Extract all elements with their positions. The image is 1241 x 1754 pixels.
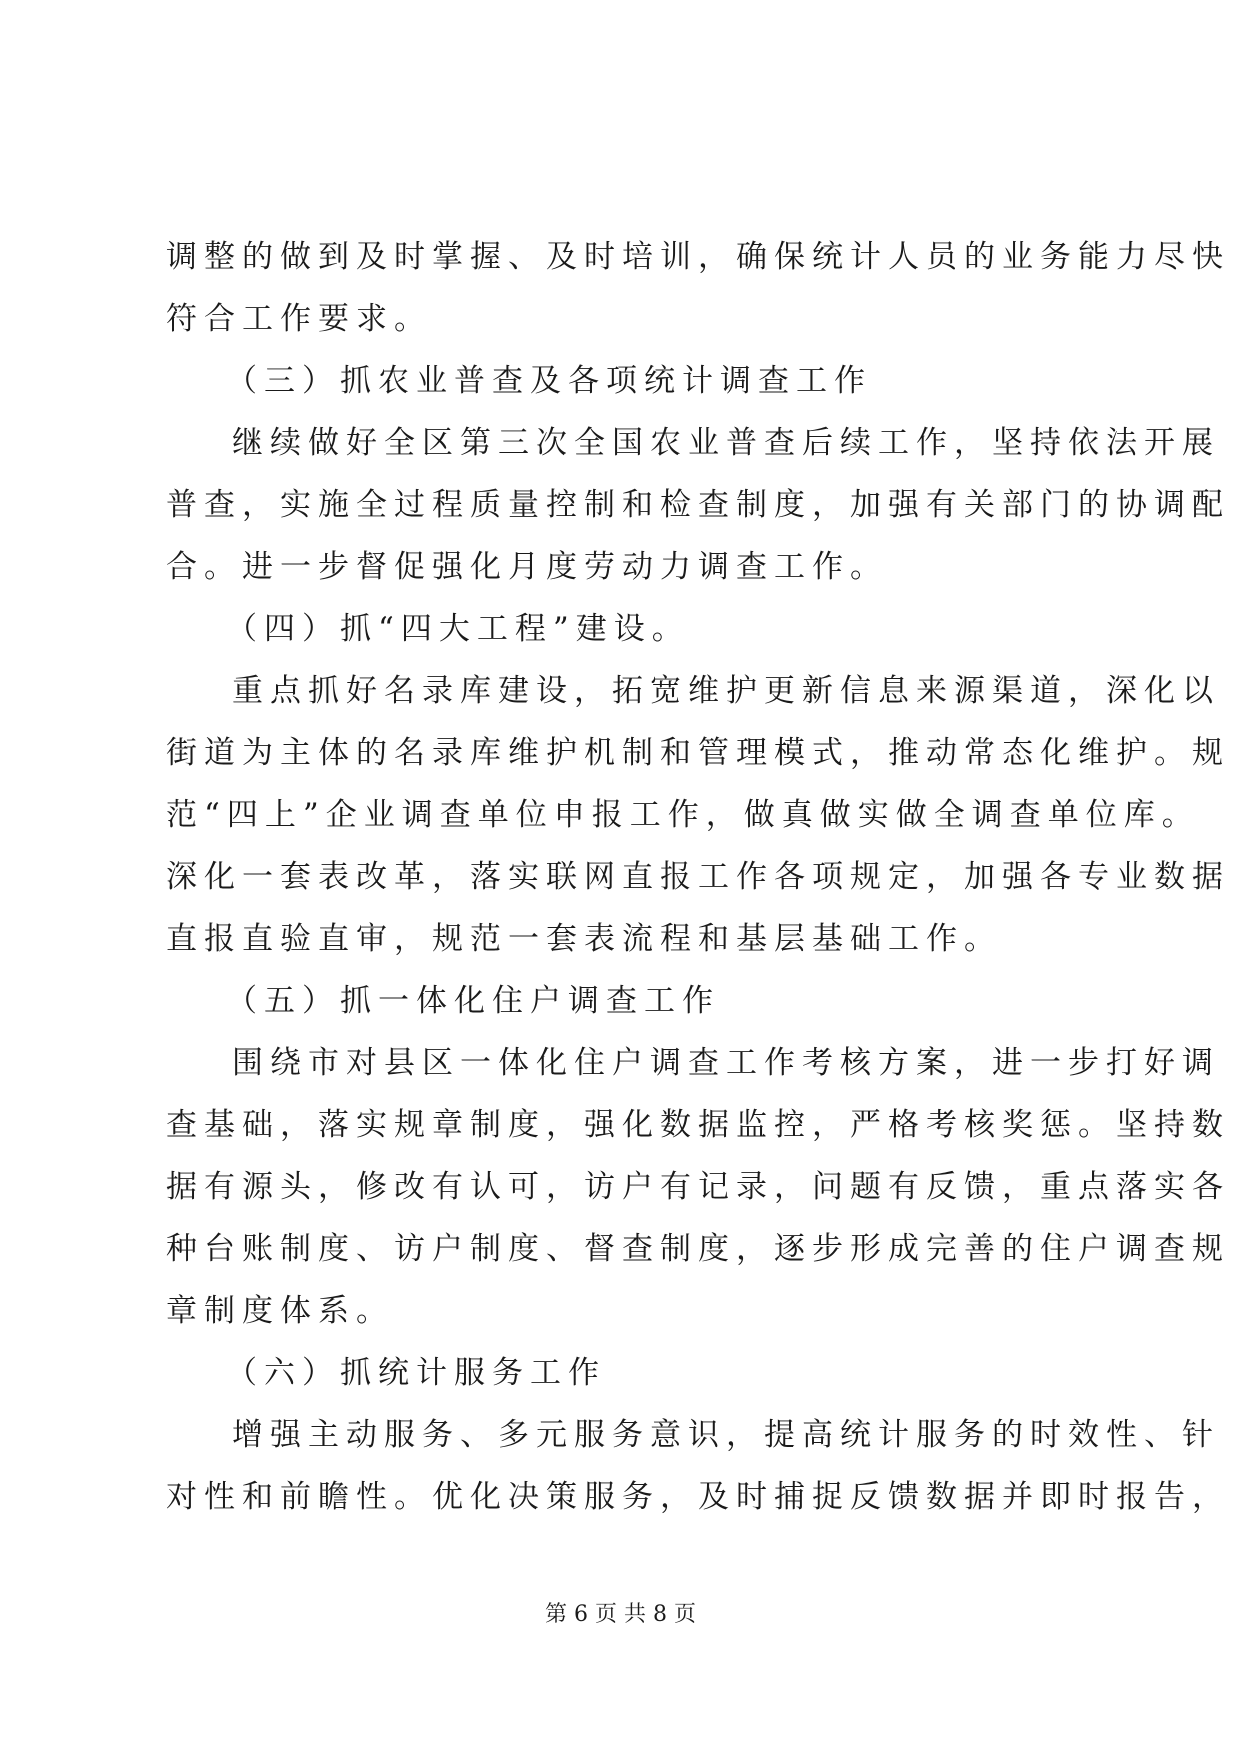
page-number-footer: 第 6 页 共 8 页 <box>545 1602 696 1627</box>
text-line: 范“四上”企业调查单位申报工作，做真做实做全调查单位库。 <box>166 797 1200 833</box>
text-line: 据有源头，修改有认可，访户有记录，问题有反馈，重点落实各 <box>166 1169 1230 1205</box>
text-line: 街道为主体的名录库维护机制和管理模式，推动常态化维护。规 <box>166 735 1230 771</box>
paragraph-first-line: 围绕市对县区一体化住户调查工作考核方案，进一步打好调 <box>232 1045 1220 1081</box>
section-heading-5: （五）抓一体化住户调查工作 <box>226 983 720 1019</box>
section-heading-4: （四）抓“四大工程”建设。 <box>226 611 690 647</box>
text-line: 深化一套表改革，落实联网直报工作各项规定，加强各专业数据 <box>166 859 1230 895</box>
section-heading-6: （六）抓统计服务工作 <box>226 1355 606 1391</box>
text-line: 对性和前瞻性。优化决策服务，及时捕捉反馈数据并即时报告， <box>166 1479 1230 1515</box>
text-line: 合。进一步督促强化月度劳动力调查工作。 <box>166 549 888 585</box>
text-line: 普查，实施全过程质量控制和检查制度，加强有关部门的协调配 <box>166 487 1230 523</box>
paragraph-first-line: 增强主动服务、多元服务意识，提高统计服务的时效性、针 <box>232 1417 1220 1453</box>
text-line: 符合工作要求。 <box>166 301 432 337</box>
text-line: 种台账制度、访户制度、督查制度，逐步形成完善的住户调查规 <box>166 1231 1230 1267</box>
text-line: 调整的做到及时掌握、及时培训，确保统计人员的业务能力尽快 <box>166 239 1230 275</box>
paragraph-first-line: 继续做好全区第三次全国农业普查后续工作，坚持依法开展 <box>232 425 1220 461</box>
section-heading-3: （三）抓农业普查及各项统计调查工作 <box>226 363 872 399</box>
paragraph-first-line: 重点抓好名录库建设，拓宽维护更新信息来源渠道，深化以 <box>232 673 1220 709</box>
text-line: 查基础，落实规章制度，强化数据监控，严格考核奖惩。坚持数 <box>166 1107 1230 1143</box>
text-line: 直报直验直审，规范一套表流程和基层基础工作。 <box>166 921 1002 957</box>
text-line: 章制度体系。 <box>166 1293 394 1329</box>
document-body <box>166 226 1230 1528</box>
